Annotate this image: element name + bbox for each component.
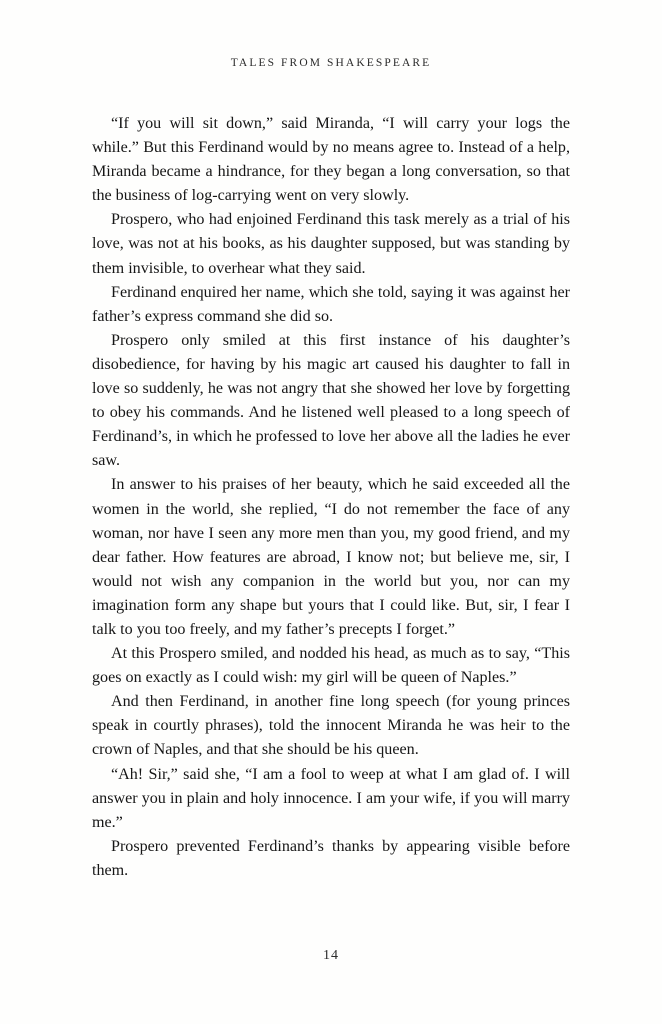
- body-paragraph: Prospero prevented Ferdinand’s thanks by appearing visible before them.: [92, 837, 570, 879]
- body-paragraph: Prospero only smiled at this first instance of his daughter’s disobedience, for having by his magic art caused his daughter to fall in love so suddenly, he was not angry that she showed her love by forgetting to obey his commands. And he listened well pleased to a long speech of Ferdinand’s, in which he professed to love her above all the ladies he ever saw.: [92, 331, 570, 470]
- body-paragraph: In answer to his praises of her beauty, which he said exceeded all the women in the world, she replied, “I do not remember the face of any woman, nor have I seen any more men than you, my good friend, and my dear father. How features are abroad, I know not; but believe me, sir, I would not wish any companion in the world but you, nor can my imagination form any shape but yours that I could like. But, sir, I fear I talk to you too freely, and my father’s precepts I forget.”: [92, 476, 570, 638]
- body-paragraph: And then Ferdinand, in another fine long speech (for young princes speak in courtly phrases), told the innocent Miranda he was heir to the crown of Naples, and that she should be his queen.: [92, 693, 570, 759]
- body-paragraph: Prospero, who had enjoined Ferdinand this task merely as a trial of his love, was not at his books, as his daughter supposed, but was standing by them invisible, to overhear what they said.: [92, 211, 570, 277]
- body-paragraph: “If you will sit down,” said Miranda, “I will carry your logs the while.” But this Ferdinand would by no means agree to. Instead of a help, Miranda became a hindrance, for they began a long conversation, so that the business of log-carrying went on very slowly.: [92, 115, 570, 205]
- body-paragraph: “Ah! Sir,” said she, “I am a fool to weep at what I am glad of. I will answer you in plain and holy innocence. I am your wife, if you will marry me.”: [92, 765, 570, 831]
- body-text: [92, 112, 570, 883]
- body-paragraph: At this Prospero smiled, and nodded his head, as much as to say, “This goes on exactly as I could wish: my girl will be queen of Naples.”: [92, 645, 570, 687]
- body-paragraph: Ferdinand enquired her name, which she told, saying it was against her father’s express command she did so.: [92, 283, 570, 325]
- running-head: TALES FROM SHAKESPEARE: [230, 57, 432, 69]
- page-number: 14: [323, 948, 339, 963]
